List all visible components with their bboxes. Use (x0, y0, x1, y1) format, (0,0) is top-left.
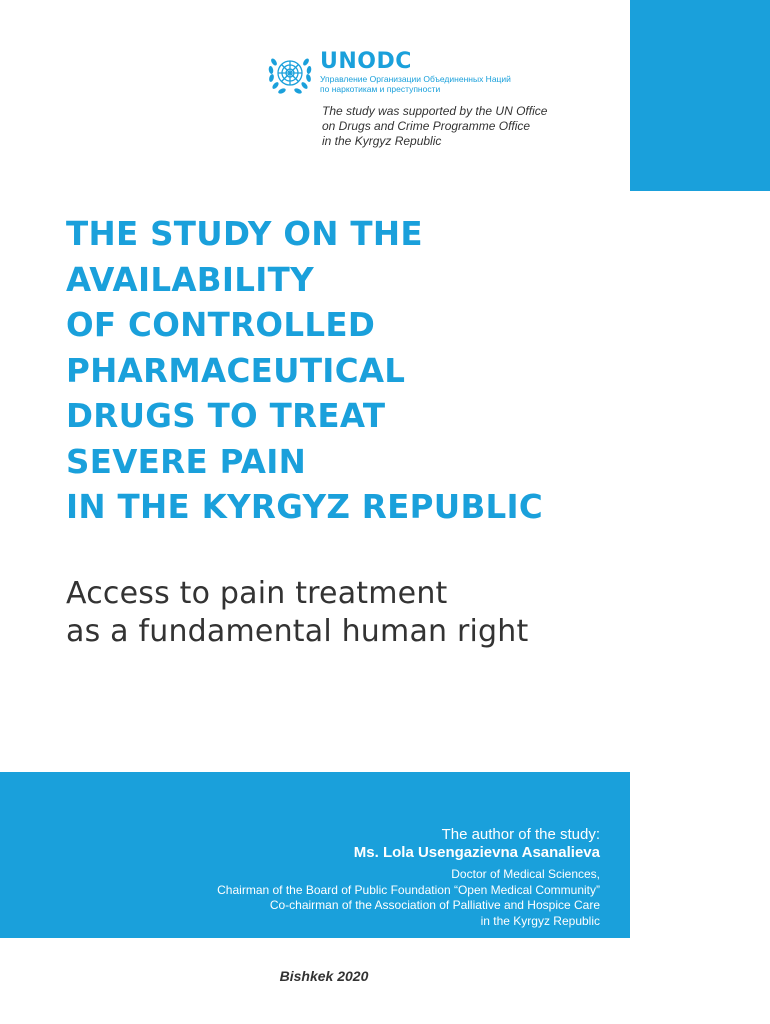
title-line: PHARMACEUTICAL (66, 351, 406, 390)
title-line: IN THE KYRGYZ REPUBLIC (66, 488, 544, 526)
un-emblem-icon (266, 50, 314, 98)
corner-accent-block (630, 0, 770, 191)
title-line: THE STUDY ON THE (66, 215, 423, 253)
support-note-line: The study was supported by the UN Office (322, 104, 548, 118)
author-label: The author of the study: (441, 826, 600, 843)
document-subtitle (66, 575, 666, 651)
org-subtitle-line-2: по наркотикам и преступности (320, 84, 441, 94)
title-line: SEVERE PAIN (66, 442, 307, 481)
document-title (66, 212, 666, 531)
credential-line: in the Kyrgyz Republic (480, 913, 600, 928)
org-subtitle-line-1: Управление Организации Объединенных Наций (320, 74, 511, 84)
author-name: Ms. Lola Usengazievna Asanalieva (353, 844, 600, 861)
title-line: AVAILABILITY (66, 260, 314, 299)
place-date: Bishkek 2020 (279, 968, 369, 984)
unodc-logo (266, 50, 511, 98)
author-panel (0, 772, 630, 938)
support-note (322, 104, 622, 149)
support-note-line: on Drugs and Crime Programme Office (322, 119, 531, 133)
credential-line: Doctor of Medical Sciences, (451, 867, 600, 881)
subtitle-line: as a fundamental human right (66, 614, 529, 649)
author-credentials (217, 867, 600, 929)
org-name: UNODC (320, 49, 412, 74)
credential-line: Co-chairman of the Association of Palliative and Hospice Care (269, 898, 600, 912)
title-line: OF CONTROLLED (66, 306, 376, 344)
credential-line: Chairman of the Board of Public Foundation “Open Medical Community” (217, 882, 600, 897)
support-note-line: in the Kyrgyz Republic (322, 134, 442, 148)
title-line: DRUGS TO TREAT (66, 397, 386, 435)
subtitle-line: Access to pain treatment (66, 576, 448, 611)
